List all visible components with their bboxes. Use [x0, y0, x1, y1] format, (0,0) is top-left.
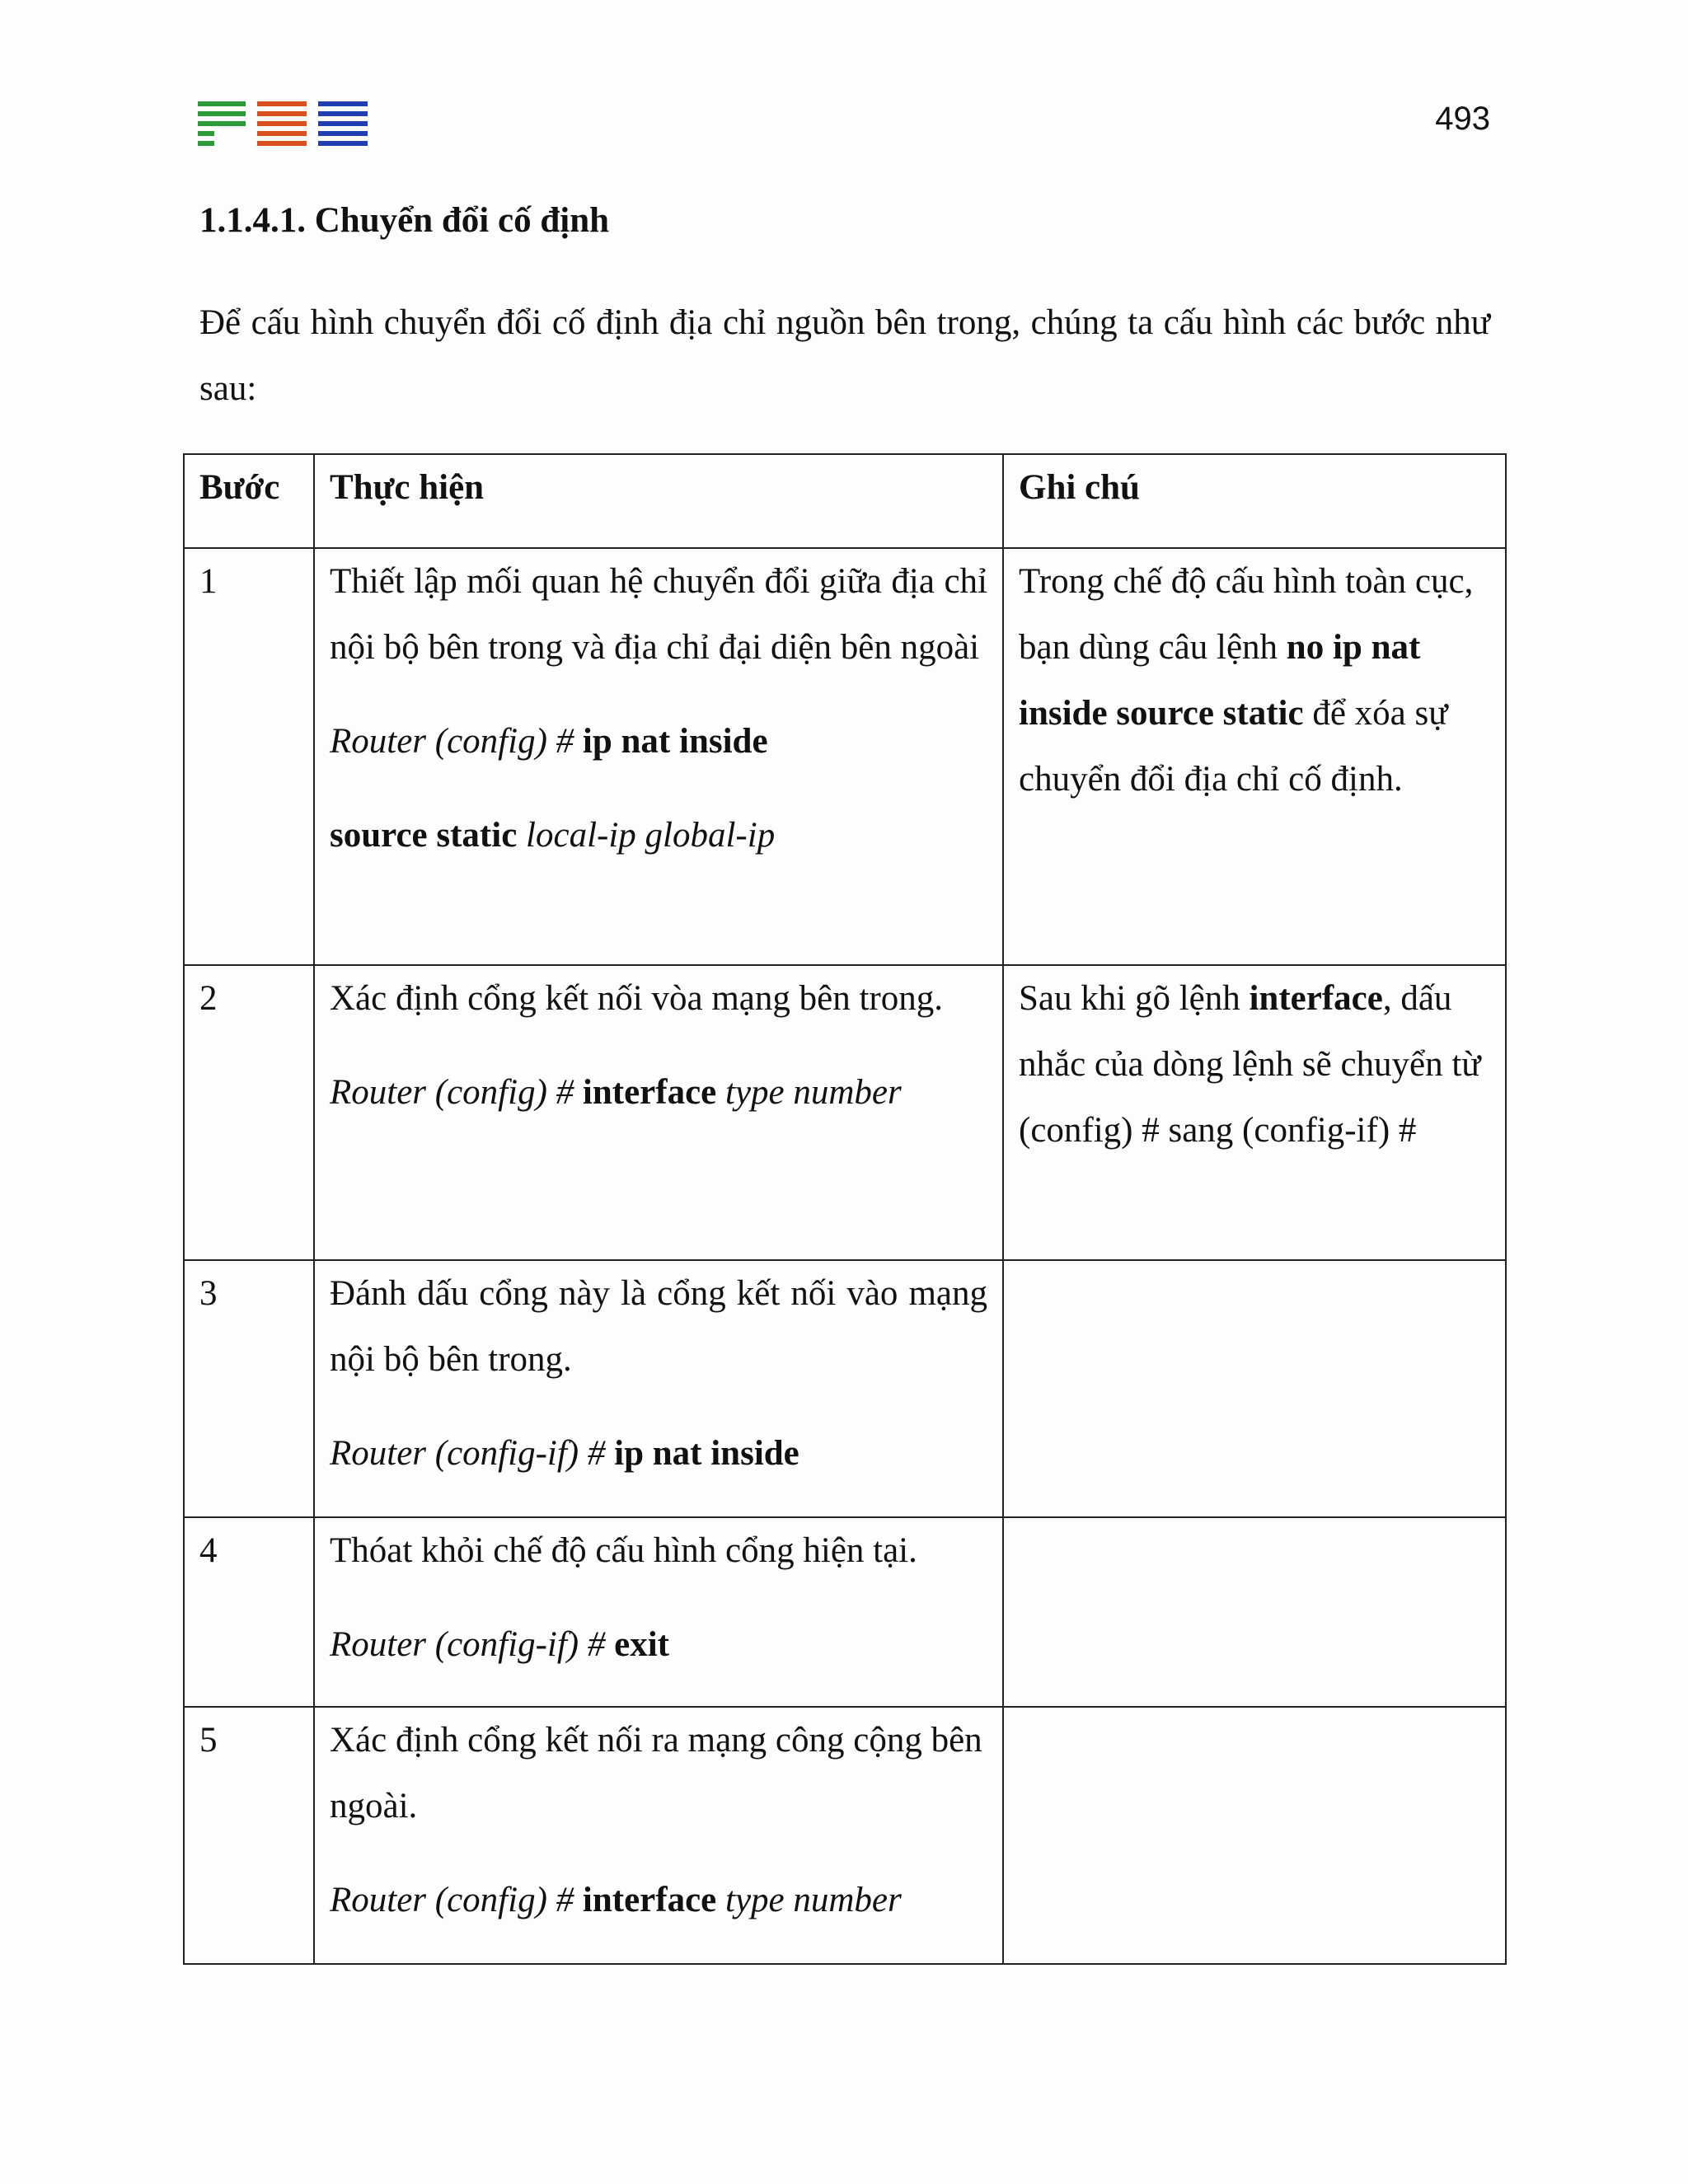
command-keyword: interface [582, 1073, 717, 1112]
command-argument: type number [725, 1881, 902, 1919]
command-prompt: Router (config) # [330, 722, 574, 761]
step-action [314, 965, 1003, 1260]
note-keyword: no ip nat inside source static [1019, 628, 1421, 733]
note-text: để xóa sự chuyển đổi địa chỉ cố định. [1019, 694, 1448, 799]
table-header-row [184, 454, 1506, 548]
command-argument: local-ip global-ip [526, 816, 776, 855]
command-line [330, 709, 987, 775]
step-note [1003, 1707, 1506, 1964]
header-step: Bước [184, 454, 314, 548]
command-keyword: source static [330, 816, 518, 855]
note-text: , dấu nhắc của dòng lệnh sẽ chuyển từ (config) # sang (config-if) # [1019, 979, 1481, 1150]
step-number: 5 [184, 1707, 314, 1964]
steps-table [183, 453, 1507, 1965]
step-note [1003, 548, 1506, 965]
section-heading: 1.1.4.1. Chuyển đổi cố định [199, 201, 610, 240]
step-description: Đánh dấu cổng này là cổng kết nối vào mạng nội bộ bên trong. [330, 1274, 987, 1379]
step-note [1003, 965, 1506, 1260]
note-text: Trong chế độ cấu hình toàn cục, bạn dùng câu lệnh [1019, 562, 1474, 667]
intro-paragraph: Để cấu hình chuyển đổi cố định địa chỉ nguồn bên trong, chúng ta cấu hình các bước như sau: [199, 303, 1490, 408]
step-description: Xác định cổng kết nối vòa mạng bên trong. [330, 979, 943, 1018]
command-keyword: interface [582, 1881, 717, 1919]
page-number: 493 [1435, 101, 1490, 137]
step-action [314, 1260, 1003, 1517]
step-number: 4 [184, 1517, 314, 1707]
command-keyword: ip nat inside [582, 722, 768, 761]
table-row [184, 1260, 1506, 1517]
command-line [330, 1421, 987, 1511]
command-prompt: Router (config-if) # [330, 1625, 606, 1664]
step-number: 2 [184, 965, 314, 1260]
step-description: Xác định cổng kết nối ra mạng công cộng bên ngoài. [330, 1721, 982, 1825]
command-argument: type number [725, 1073, 902, 1112]
table-row [184, 1707, 1506, 1964]
command-keyword: ip nat inside [614, 1434, 799, 1473]
note-text: Sau khi gõ lệnh [1019, 979, 1240, 1018]
table-row [184, 548, 1506, 965]
table-row [184, 1517, 1506, 1707]
step-description: Thóat khỏi chế độ cấu hình cổng hiện tại. [330, 1531, 917, 1570]
step-description: Thiết lập mối quan hệ chuyển đổi giữa địa chỉ nội bộ bên trong và địa chỉ đại diện bên ngoài [330, 562, 987, 667]
command-line [330, 1060, 987, 1151]
command-line [330, 803, 987, 893]
step-action [314, 1517, 1003, 1707]
header-action: Thực hiện [314, 454, 1003, 548]
step-number: 1 [184, 548, 314, 965]
command-prompt: Router (config) # [330, 1073, 574, 1112]
pnh-logo [198, 101, 368, 148]
table-row [184, 965, 1506, 1260]
step-number: 3 [184, 1260, 314, 1517]
command-prompt: Router (config) # [330, 1881, 574, 1919]
step-note [1003, 1517, 1506, 1707]
command-line [330, 1868, 987, 1958]
note-keyword: interface [1249, 979, 1383, 1018]
step-action [314, 1707, 1003, 1964]
command-line [330, 1612, 987, 1703]
step-action [314, 548, 1003, 965]
header-note: Ghi chú [1003, 454, 1506, 548]
command-prompt: Router (config-if) # [330, 1434, 606, 1473]
command-keyword: exit [614, 1625, 669, 1664]
step-note [1003, 1260, 1506, 1517]
